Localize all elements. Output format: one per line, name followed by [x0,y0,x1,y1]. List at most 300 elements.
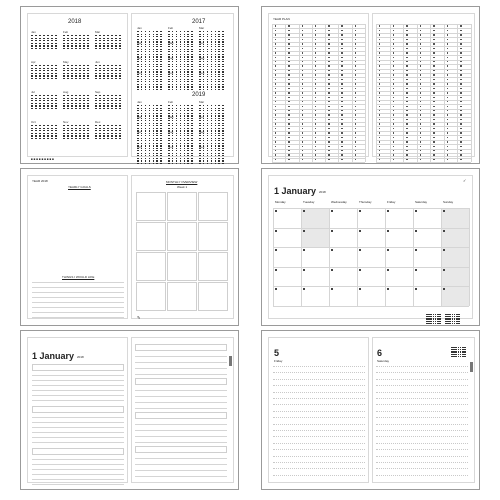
table-cell-mark [302,128,303,129]
calendar-day-mark [47,128,49,129]
calendar-day-mark [222,86,224,87]
month-block [199,26,204,30]
table-cell-mark [315,119,316,120]
calendar-day-mark [176,41,178,42]
calendar-day-mark [180,61,182,62]
month-label: Oct [137,145,142,149]
weekday-label: Monday [275,200,286,204]
calendar-day-mark [168,69,170,70]
month-block [31,90,35,94]
calendar-day-mark [191,158,193,159]
table-cell-mark [275,101,276,102]
table-cell-mark [433,48,434,49]
calendar-day-mark [107,40,109,41]
calendar-day-mark [95,75,97,76]
calendar-day-mark [39,40,41,41]
calendar-day-mark [39,38,41,39]
calendar-day-mark [39,138,41,139]
calendar-day-mark [79,103,81,104]
calendar-day-mark [39,125,41,126]
calendar-day-mark [47,45,49,46]
writing-line [273,430,365,431]
overview-box [167,252,197,281]
table-cell-mark [302,83,303,84]
day-line [32,390,124,391]
writing-line [273,475,365,476]
table-cell-mark [288,83,289,84]
weekday-label: Wednesday [331,200,347,204]
calendar-day-mark [160,130,162,131]
calendar-day-mark [137,105,139,106]
calendar-day-mark [168,34,170,35]
month-label: Jul [137,130,141,134]
calendar-day-mark [55,125,57,126]
checkmark-icon: ✓ [463,178,467,183]
calendar-day-mark [107,43,109,44]
calendar-day-mark [203,61,205,62]
calendar-day-mark [156,39,158,40]
calendar-day-mark [176,69,178,70]
calendar-day-mark [191,51,193,52]
calendar-day-mark [115,130,117,131]
writing-line [376,379,468,380]
calendar-day-mark [141,140,143,141]
calendar-day-mark [87,75,89,76]
month-label: Mar [95,30,101,34]
month-block [31,120,36,124]
calendar-day-mark [43,135,45,136]
table-cell-mark [328,30,329,31]
calendar-day-mark [79,133,81,134]
day-line [32,469,124,470]
table-cell-mark [288,119,289,120]
table-cell-mark [379,97,380,98]
calendar-day-mark [141,108,143,109]
weekend-shade [441,228,469,248]
day-line [32,437,124,438]
calendar-day-mark [87,98,89,99]
calendar-day-mark [176,158,178,159]
table-cell-mark [433,65,434,66]
calendar-day-mark [43,75,45,76]
table-cell-mark [275,74,276,75]
calendar-day-mark [153,86,155,87]
calendar-day-mark [172,54,174,55]
calendar-day-mark [203,69,205,70]
table-cell-mark [288,52,289,53]
calendar-day-mark [203,66,205,67]
calendar-day-mark [79,125,81,126]
calendar-day-mark [215,71,217,72]
calendar-day-mark [149,84,151,85]
calendar-day-mark [172,163,174,164]
daily-lines [376,366,468,481]
calendar-day-mark [203,108,205,109]
calendar-day-mark [141,150,143,151]
calendar-day-mark [211,86,213,87]
day-header-box [135,412,227,419]
calendar-day-mark [43,78,45,79]
calendar-day-mark [187,135,189,136]
table-cell-mark [288,159,289,160]
calendar-day-mark [107,100,109,101]
calendar-day-mark [71,65,73,66]
table-cell-mark [393,150,394,151]
calendar-day-mark [51,128,53,129]
table-cell-mark [275,119,276,120]
calendar-day-mark [137,108,139,109]
calendar-day-mark [149,115,151,116]
calendar-day-mark [187,110,189,111]
calendar-day-mark [160,54,162,55]
calendar-day-mark [103,35,105,36]
table-cell-mark [393,83,394,84]
calendar-day-mark [218,54,220,55]
calendar-day-mark [71,138,73,139]
calendar-day-mark [47,130,49,131]
month-label: Mar [199,100,205,104]
calendar-day-mark [39,98,41,99]
table-cell-mark [341,34,342,35]
table-cell-mark [328,74,329,75]
calendar-day-mark [119,125,121,126]
calendar-day-mark [71,125,73,126]
calendar-day-mark [153,81,155,82]
calendar-day-mark [107,75,109,76]
calendar-day-mark [137,69,139,70]
calendar-day-mark [168,86,170,87]
table-cell-mark [379,74,380,75]
calendar-day-mark [187,56,189,57]
table-cell-mark [355,61,356,62]
calendar-day-mark [149,61,151,62]
calendar-day-mark [168,84,170,85]
table-cell-mark [420,101,421,102]
calendar-day-mark [211,130,213,131]
calendar-day-mark [156,61,158,62]
calendar-day-mark [47,103,49,104]
calendar-day-mark [47,135,49,136]
calendar-day-mark [63,65,65,66]
calendar-day-mark [103,43,105,44]
calendar-day-mark [67,130,69,131]
calendar-day-mark [153,115,155,116]
table-cell-mark [379,141,380,142]
table-cell-mark [460,30,461,31]
calendar-day-mark [141,105,143,106]
calendar-day-mark [31,108,33,109]
calendar-day-mark [207,135,209,136]
calendar-day-mark [187,34,189,35]
calendar-day-mark [184,64,186,65]
calendar-day-mark [83,68,85,69]
calendar-day-mark [83,35,85,36]
date-mark [387,288,389,290]
table-cell-mark [447,141,448,142]
calendar-day-mark [180,153,182,154]
calendar-day-mark [222,76,224,77]
calendar-day-mark [149,81,151,82]
calendar-day-mark [203,113,205,114]
table-cell-mark [406,97,407,98]
writing-line [376,385,468,386]
table-cell-mark [433,52,434,53]
calendar-day-mark [160,41,162,42]
calendar-day-mark [71,35,73,36]
calendar-day-mark [67,43,69,44]
calendar-day-mark [222,64,224,65]
year-months-grid [31,30,126,150]
calendar-day-mark [191,41,193,42]
planner-table [376,24,471,162]
table-cell-mark [288,65,289,66]
table-cell-mark [447,70,448,71]
calendar-day-mark [215,84,217,85]
calendar-day-mark [115,75,117,76]
table-cell-mark [393,57,394,58]
table-column-rule [444,24,445,162]
calendar-day-mark [99,78,101,79]
calendar-day-mark [203,81,205,82]
table-cell-mark [328,92,329,93]
calendar-day-mark [153,34,155,35]
calendar-day-mark [87,105,89,106]
calendar-day-mark [67,45,69,46]
calendar-day-mark [141,81,143,82]
table-cell-mark [406,30,407,31]
table-cell-mark [406,74,407,75]
date-mark [303,288,305,290]
calendar-day-mark [184,108,186,109]
calendar-day-mark [199,143,201,144]
calendar-day-mark [222,135,224,136]
calendar-day-mark [39,105,41,106]
calendar-day-mark [180,89,182,90]
calendar-day-mark [67,35,69,36]
calendar-day-mark [145,125,147,126]
table-cell-mark [379,101,380,102]
year-heading-right-top: 2017 [192,19,206,25]
table-cell-mark [420,114,421,115]
calendar-day-mark [180,56,182,57]
calendar-day-mark [115,108,117,109]
table-cell-mark [288,39,289,40]
calendar-day-mark [172,49,174,50]
calendar-day-mark [55,100,57,101]
calendar-day-mark [172,160,174,161]
calendar-day-mark [119,108,121,109]
table-cell-mark [420,92,421,93]
calendar-day-mark [160,66,162,67]
calendar-day-mark [71,100,73,101]
calendar-day-mark [51,78,53,79]
calendar-day-mark [211,110,213,111]
weekly-right-page [131,337,234,483]
table-cell-mark [460,106,461,107]
table-cell-mark [379,79,380,80]
calendar-day-mark [149,41,151,42]
calendar-day-mark [218,81,220,82]
calendar-day-mark [83,103,85,104]
calendar-day-mark [211,123,213,124]
calendar-day-mark [207,163,209,164]
table-cell-mark [433,57,434,58]
calendar-day-mark [75,40,77,41]
footnote: ■ ■ ■ ■ ■ ■ ■ ■ ■ [31,157,54,161]
writing-line [273,424,365,425]
day-line [32,432,124,433]
calendar-day-mark [43,68,45,69]
table-cell-mark [302,114,303,115]
calendar-day-mark [115,43,117,44]
calendar-day-mark [222,56,224,57]
table-cell-mark [379,128,380,129]
table-cell-mark [406,43,407,44]
calendar-day-mark [153,46,155,47]
calendar-day-mark [156,84,158,85]
calendar-day-mark [63,128,65,129]
calendar-day-mark [191,113,193,114]
calendar-day-mark [215,135,217,136]
calendar-day-mark [180,64,182,65]
calendar-day-mark [95,43,97,44]
calendar-day-mark [153,89,155,90]
year-months-grid [137,26,231,86]
section-title-wishes: THINGS I WOULD LIKE [62,275,95,279]
calendar-day-mark [43,48,45,49]
writing-line [273,385,365,386]
calendar-day-mark [83,43,85,44]
writing-line [32,297,124,298]
table-cell-mark [420,65,421,66]
table-cell-mark [433,146,434,147]
calendar-day-mark [218,36,220,37]
overview-boxes [136,192,229,312]
monthly-calendar-panel [261,168,480,326]
calendar-day-mark [103,70,105,71]
calendar-day-mark [203,120,205,121]
calendar-day-mark [168,158,170,159]
table-cell-mark [341,114,342,115]
table-cell-mark [275,52,276,53]
calendar-day-mark [149,89,151,90]
calendar-day-mark [153,123,155,124]
calendar-day-mark [160,125,162,126]
calendar-day-mark [111,130,113,131]
calendar-day-mark [184,150,186,151]
calendar-day-mark [87,68,89,69]
table-cell-mark [315,30,316,31]
month-block [137,71,142,75]
calendar-day-mark [215,64,217,65]
calendar-day-mark [55,130,57,131]
table-cell-mark [393,154,394,155]
weekday-label: Tuesday [303,200,315,204]
calendar-day-mark [153,140,155,141]
calendar-day-mark [119,38,121,39]
calendar-day-mark [31,68,33,69]
grid-rule [273,247,469,248]
table-cell-mark [460,119,461,120]
calendar-day-mark [160,86,162,87]
calendar-day-mark [207,41,209,42]
calendar-day-mark [153,120,155,121]
calendar-day-mark [203,140,205,141]
table-cell-mark [460,70,461,71]
calendar-day-mark [103,78,105,79]
table-cell-mark [460,83,461,84]
calendar-day-mark [149,135,151,136]
calendar-day-mark [95,38,97,39]
calendar-day-mark [111,108,113,109]
pen-icon: ✎ [137,315,141,320]
calendar-day-mark [211,158,213,159]
table-cell-mark [355,83,356,84]
calendar-day-mark [75,68,77,69]
calendar-day-mark [39,35,41,36]
calendar-day-mark [199,46,201,47]
calendar-day-mark [184,56,186,57]
calendar-day-mark [95,68,97,69]
table-cell-mark [393,79,394,80]
calendar-day-mark [439,318,441,319]
calendar-day-mark [187,120,189,121]
calendar-day-mark [172,123,174,124]
calendar-day-mark [160,110,162,111]
monthly-overview-title: MONTHLY OVERVIEW [166,180,198,184]
calendar-day-mark [187,66,189,67]
table-cell-mark [355,137,356,138]
calendar-day-mark [67,105,69,106]
table-cell-mark [460,61,461,62]
calendar-day-mark [35,45,37,46]
calendar-day-mark [141,130,143,131]
month-grid [273,201,469,306]
calendar-day-mark [63,38,65,39]
calendar-day-mark [39,78,41,79]
calendar-day-mark [160,64,162,65]
calendar-day-mark [107,135,109,136]
calendar-day-mark [137,76,139,77]
calendar-day-mark [79,98,81,99]
table-cell-mark [379,146,380,147]
calendar-day-mark [176,76,178,77]
calendar-day-mark [39,73,41,74]
table-cell-mark [420,150,421,151]
writing-line [273,372,365,373]
table-cell-mark [328,34,329,35]
calendar-day-mark [35,78,37,79]
calendar-day-mark [141,86,143,87]
calendar-day-mark [184,128,186,129]
table-cell-mark [460,74,461,75]
calendar-day-mark [145,51,147,52]
calendar-day-mark [107,35,109,36]
table-cell-mark [406,88,407,89]
calendar-day-mark [156,36,158,37]
table-cell-mark [355,146,356,147]
calendar-day-mark [149,113,151,114]
calendar-day-mark [63,103,65,104]
calendar-day-mark [191,39,193,40]
calendar-day-mark [207,81,209,82]
table-cell-mark [406,123,407,124]
table-cell-mark [288,123,289,124]
calendar-day-mark [176,79,178,80]
calendar-day-mark [137,66,139,67]
calendar-day-mark [184,115,186,116]
calendar-day-mark [207,128,209,129]
